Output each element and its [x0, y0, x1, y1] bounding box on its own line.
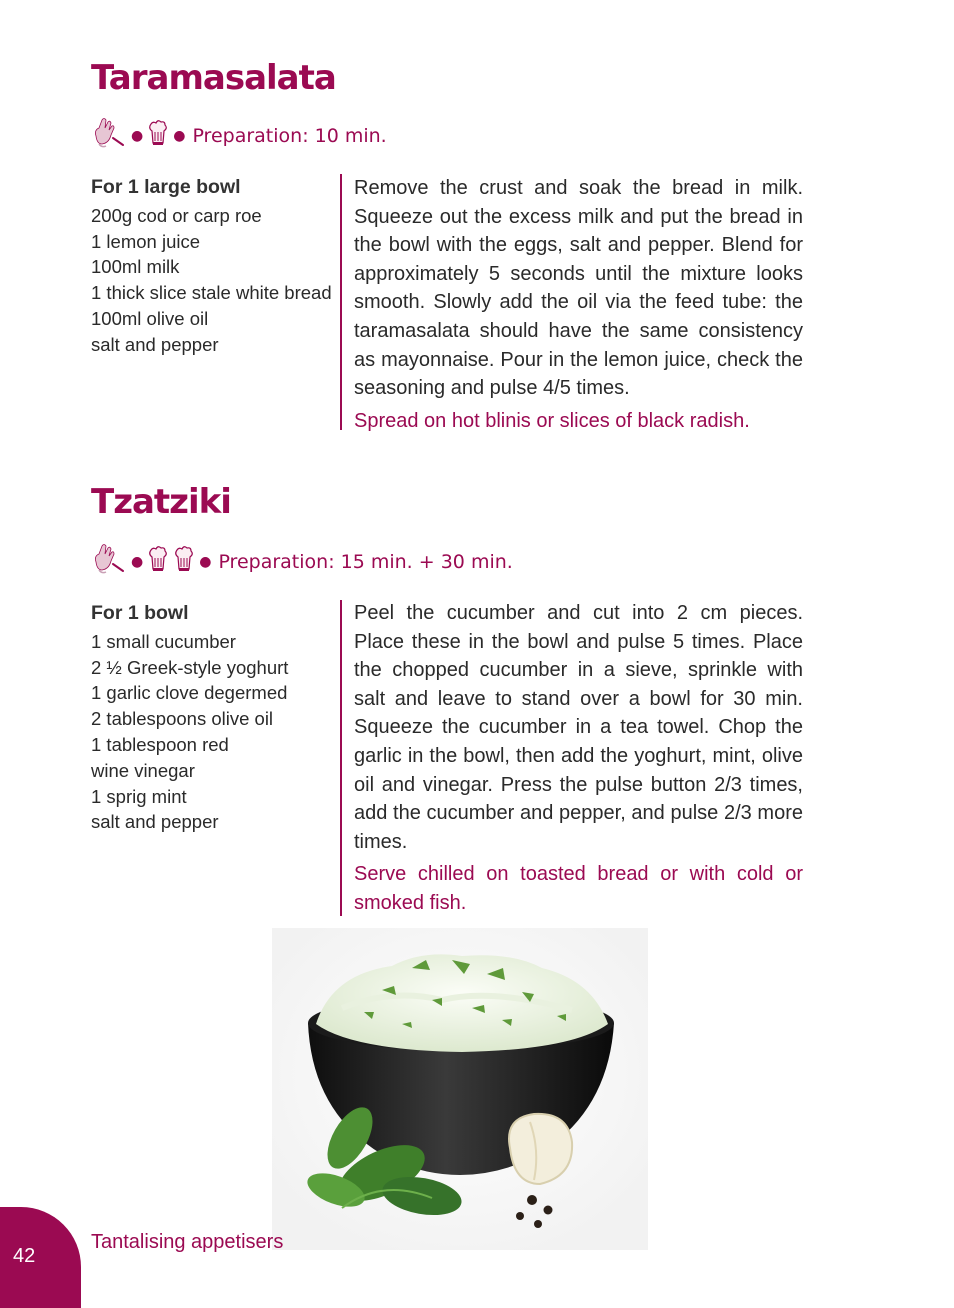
ingredient-list — [91, 203, 336, 358]
ingredient-item: 1 lemon juice — [91, 230, 201, 252]
page-number: 42 — [13, 1245, 36, 1267]
recipe-meta-taramasalata: ● ● Preparation: 10 min. — [90, 116, 387, 155]
ingredients-panel-taramasalata — [91, 175, 336, 358]
chef-hat-icon — [174, 545, 194, 578]
ingredient-item: 100ml milk — [91, 256, 180, 278]
chef-hat-icon — [148, 119, 168, 152]
method-text: Peel the cucumber and cut into 2 cm pieces. Place these in the bowl and pulse 5 times. Place the chopped cucumber in a sieve, sprinkle with salt and leave to stand over a bowl for 30 min. Squeeze the cucumber in a tea towel. Chop the garlic in the bowl, then add the yoghurt, mint, olive oil and vinegar. Press the pulse button 2/3 times, add the cucumber and pepper, and pulse 2/3 more times. — [354, 602, 803, 853]
ingredient-item: 1 thick slice stale white bread — [91, 282, 332, 304]
ingredient-item: 100ml olive oil — [91, 307, 209, 329]
serves-label: For 1 bowl — [91, 602, 189, 624]
chef-hat-icon — [148, 545, 168, 578]
section-name: Tantalising appetisers — [91, 1231, 284, 1253]
ingredient-item: salt and pepper — [91, 811, 219, 833]
tzatziki-bowl-photo — [272, 928, 648, 1250]
hand-icon — [90, 116, 126, 155]
hand-icon — [90, 542, 126, 581]
preparation-time: Preparation: 15 min. + 30 min. — [218, 550, 513, 573]
recipe-title-taramasalata: Taramasalata — [91, 58, 336, 98]
ingredient-item: wine vinegar — [91, 759, 195, 781]
method-panel-taramasalata — [354, 174, 803, 435]
recipe-title-tzatziki: Tzatziki — [91, 482, 231, 522]
ingredients-panel-tzatziki — [91, 601, 336, 835]
ingredient-item: 1 sprig mint — [91, 785, 187, 807]
ingredient-item: 200g cod or carp roe — [91, 204, 262, 226]
ingredient-item: 1 small cucumber — [91, 630, 236, 652]
method-panel-tzatziki — [354, 599, 803, 918]
serving-suggestion: Spread on hot blinis or slices of black radish. — [354, 409, 750, 432]
method-text: Remove the crust and soak the bread in milk. Squeeze out the excess milk and put the bread in the bowl with the eggs, salt and pepper. Blend for approximately 5 seconds until the mixture looks smooth. Slowly add the oil via the feed tube: the taramasalata should have the same consistency as mayonnaise. Pour in the lemon juice, check the seasoning and pulse 4/5 times. — [354, 177, 803, 400]
ingredient-list — [91, 629, 336, 835]
column-divider — [340, 174, 342, 430]
preparation-time: Preparation: 10 min. — [192, 124, 387, 147]
serves-label: For 1 large bowl — [91, 176, 241, 198]
recipe-meta-tzatziki: ● ● Preparation: 15 min. + 30 min. — [90, 542, 513, 581]
ingredient-item: 2 ½ Greek-style yoghurt — [91, 656, 289, 678]
serving-suggestion: Serve chilled on toasted bread or with cold or smoked fish. — [354, 863, 803, 914]
ingredient-item: 1 tablespoon red — [91, 733, 229, 755]
ingredient-item: 2 tablespoons olive oil — [91, 708, 274, 730]
column-divider — [340, 600, 342, 916]
ingredient-item: 1 garlic clove degermed — [91, 682, 288, 704]
ingredient-item: salt and pepper — [91, 333, 219, 355]
